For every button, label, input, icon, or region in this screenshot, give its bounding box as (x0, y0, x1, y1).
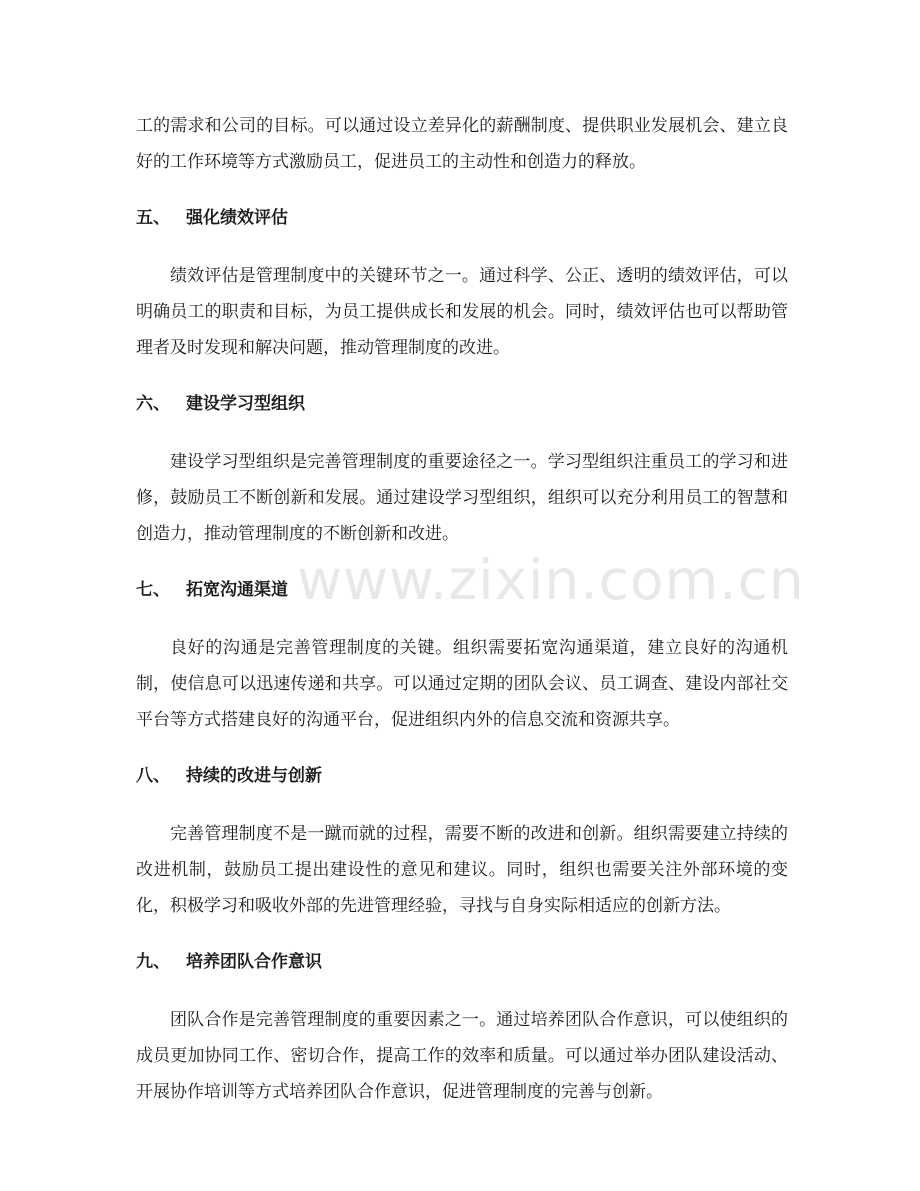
paragraph-continuous-improvement: 完善管理制度不是一蹴而就的过程，需要不断的改进和创新。组织需要建立持续的改进机制，鼓励员工提出建设性的意见和建议。同时，组织也需要关注外部环境的变化，积极学习和吸收外部的先进管理经验，寻找与自身实际相适应的创新方法。 (136, 824, 788, 916)
section-number: 九、 (136, 952, 170, 972)
section-heading-5 (136, 200, 788, 236)
section-number: 五、 (136, 208, 170, 228)
paragraph-performance-evaluation: 绩效评估是管理制度中的关键环节之一。通过科学、公正、透明的绩效评估，可以明确员工的职责和目标，为员工提供成长和发展的机会。同时，绩效评估也可以帮助管理者及时发现和解决问题，推动管理制度的改进。 (136, 266, 788, 358)
paragraph-teamwork: 团队合作是完善管理制度的重要因素之一。通过培养团队合作意识，可以使组织的成员更加协同工作、密切合作，提高工作的效率和质量。可以通过举办团队建设活动、开展协作培训等方式培养团队合作意识，促进管理制度的完善与创新。 (136, 1010, 788, 1102)
section-number: 七、 (136, 580, 170, 600)
section-title: 持续的改进与创新 (186, 766, 322, 786)
paragraph-learning-organization: 建设学习型组织是完善管理制度的重要途径之一。学习型组织注重员工的学习和进修，鼓励员工不断创新和发展。通过建设学习型组织，组织可以充分利用员工的智慧和创造力，推动管理制度的不断创新和改进。 (136, 452, 788, 544)
paragraph-communication-channels: 良好的沟通是完善管理制度的关键。组织需要拓宽沟通渠道，建立良好的沟通机制，使信息可以迅速传递和共享。可以通过定期的团队会议、员工调查、建设内部社交平台等方式搭建良好的沟通平台，促进组织内外的信息交流和资源共享。 (136, 638, 788, 730)
section-number: 六、 (136, 394, 170, 414)
section-number: 八、 (136, 766, 170, 786)
section-title: 建设学习型组织 (186, 394, 305, 414)
section-heading-9 (136, 944, 788, 980)
section-heading-6 (136, 386, 788, 422)
document-body (136, 108, 788, 1110)
section-title: 强化绩效评估 (186, 208, 288, 228)
section-heading-7 (136, 572, 788, 608)
section-heading-8 (136, 758, 788, 794)
section-title: 拓宽沟通渠道 (186, 580, 288, 600)
watermark-text: www.zixin.com.cn (297, 548, 805, 612)
paragraph-continued: 工的需求和公司的目标。可以通过设立差异化的薪酬制度、提供职业发展机会、建立良好的工作环境等方式激励员工，促进员工的主动性和创造力的释放。 (136, 116, 788, 172)
section-title: 培养团队合作意识 (186, 952, 322, 972)
